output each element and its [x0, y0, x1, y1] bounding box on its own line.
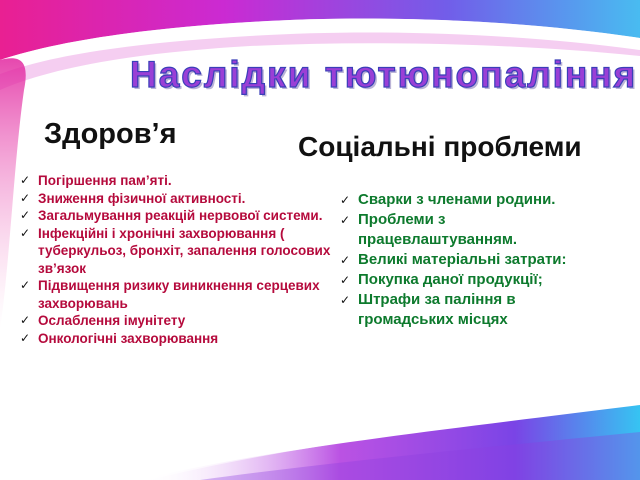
checkmark-icon: ✓ — [20, 173, 31, 187]
list-item-text: Підвищення ризику виникнення серцевих захворювань — [38, 278, 320, 311]
list-item — [340, 210, 598, 250]
checkmark-icon: ✓ — [20, 190, 31, 205]
checkmark-icon: ✓ — [340, 293, 351, 307]
list-item — [20, 277, 338, 312]
slide-title: Наслідки тютюнопаління — [130, 54, 638, 95]
checkmark-icon: ✓ — [340, 213, 351, 227]
checkmark-icon: ✓ — [20, 313, 31, 327]
checkmark-icon: ✓ — [20, 330, 31, 345]
checkmark-icon: ✓ — [340, 253, 351, 267]
list-item-text: Покупка даної продукції; — [358, 271, 543, 288]
health-list — [20, 172, 338, 347]
list-item-text: Штрафи за паління в громадських місцях — [358, 291, 516, 328]
checkmark-icon: ✓ — [20, 225, 31, 240]
list-item — [340, 270, 598, 290]
checkmark-icon: ✓ — [340, 273, 351, 287]
list-item-text: Онкологічні захворювання — [38, 330, 219, 346]
list-item — [20, 330, 338, 348]
list-item — [340, 290, 598, 330]
list-item — [340, 250, 598, 270]
list-item-text: Ослаблення імунітету — [38, 313, 186, 328]
list-item-text: Великі матеріальні затрати: — [358, 251, 567, 268]
checkmark-icon: ✓ — [340, 193, 351, 207]
list-item — [20, 225, 338, 278]
social-list — [340, 190, 598, 330]
list-item-text: Погіршення пам’яті. — [38, 173, 172, 188]
list-item-text: Інфекційні і хронічні захворювання ( туберкульоз, бронхіт, запалення голосових зв’язок — [38, 225, 331, 276]
list-item — [20, 312, 338, 330]
list-item-text: Проблеми з працевлаштуванням. — [358, 211, 518, 248]
health-heading: Здоров’я — [44, 118, 177, 150]
list-item-text: Сварки з членами родини. — [358, 191, 556, 208]
list-item-text: Загальмування реакцій нервової системи. — [38, 208, 323, 223]
checkmark-icon: ✓ — [20, 208, 31, 222]
checkmark-icon: ✓ — [20, 278, 31, 292]
list-item — [20, 190, 338, 208]
list-item — [340, 190, 598, 210]
list-item — [20, 172, 338, 190]
list-item — [20, 207, 338, 225]
social-heading: Соціальні проблеми — [298, 131, 582, 162]
list-item-text: Зниження фізичної активності. — [38, 190, 246, 206]
